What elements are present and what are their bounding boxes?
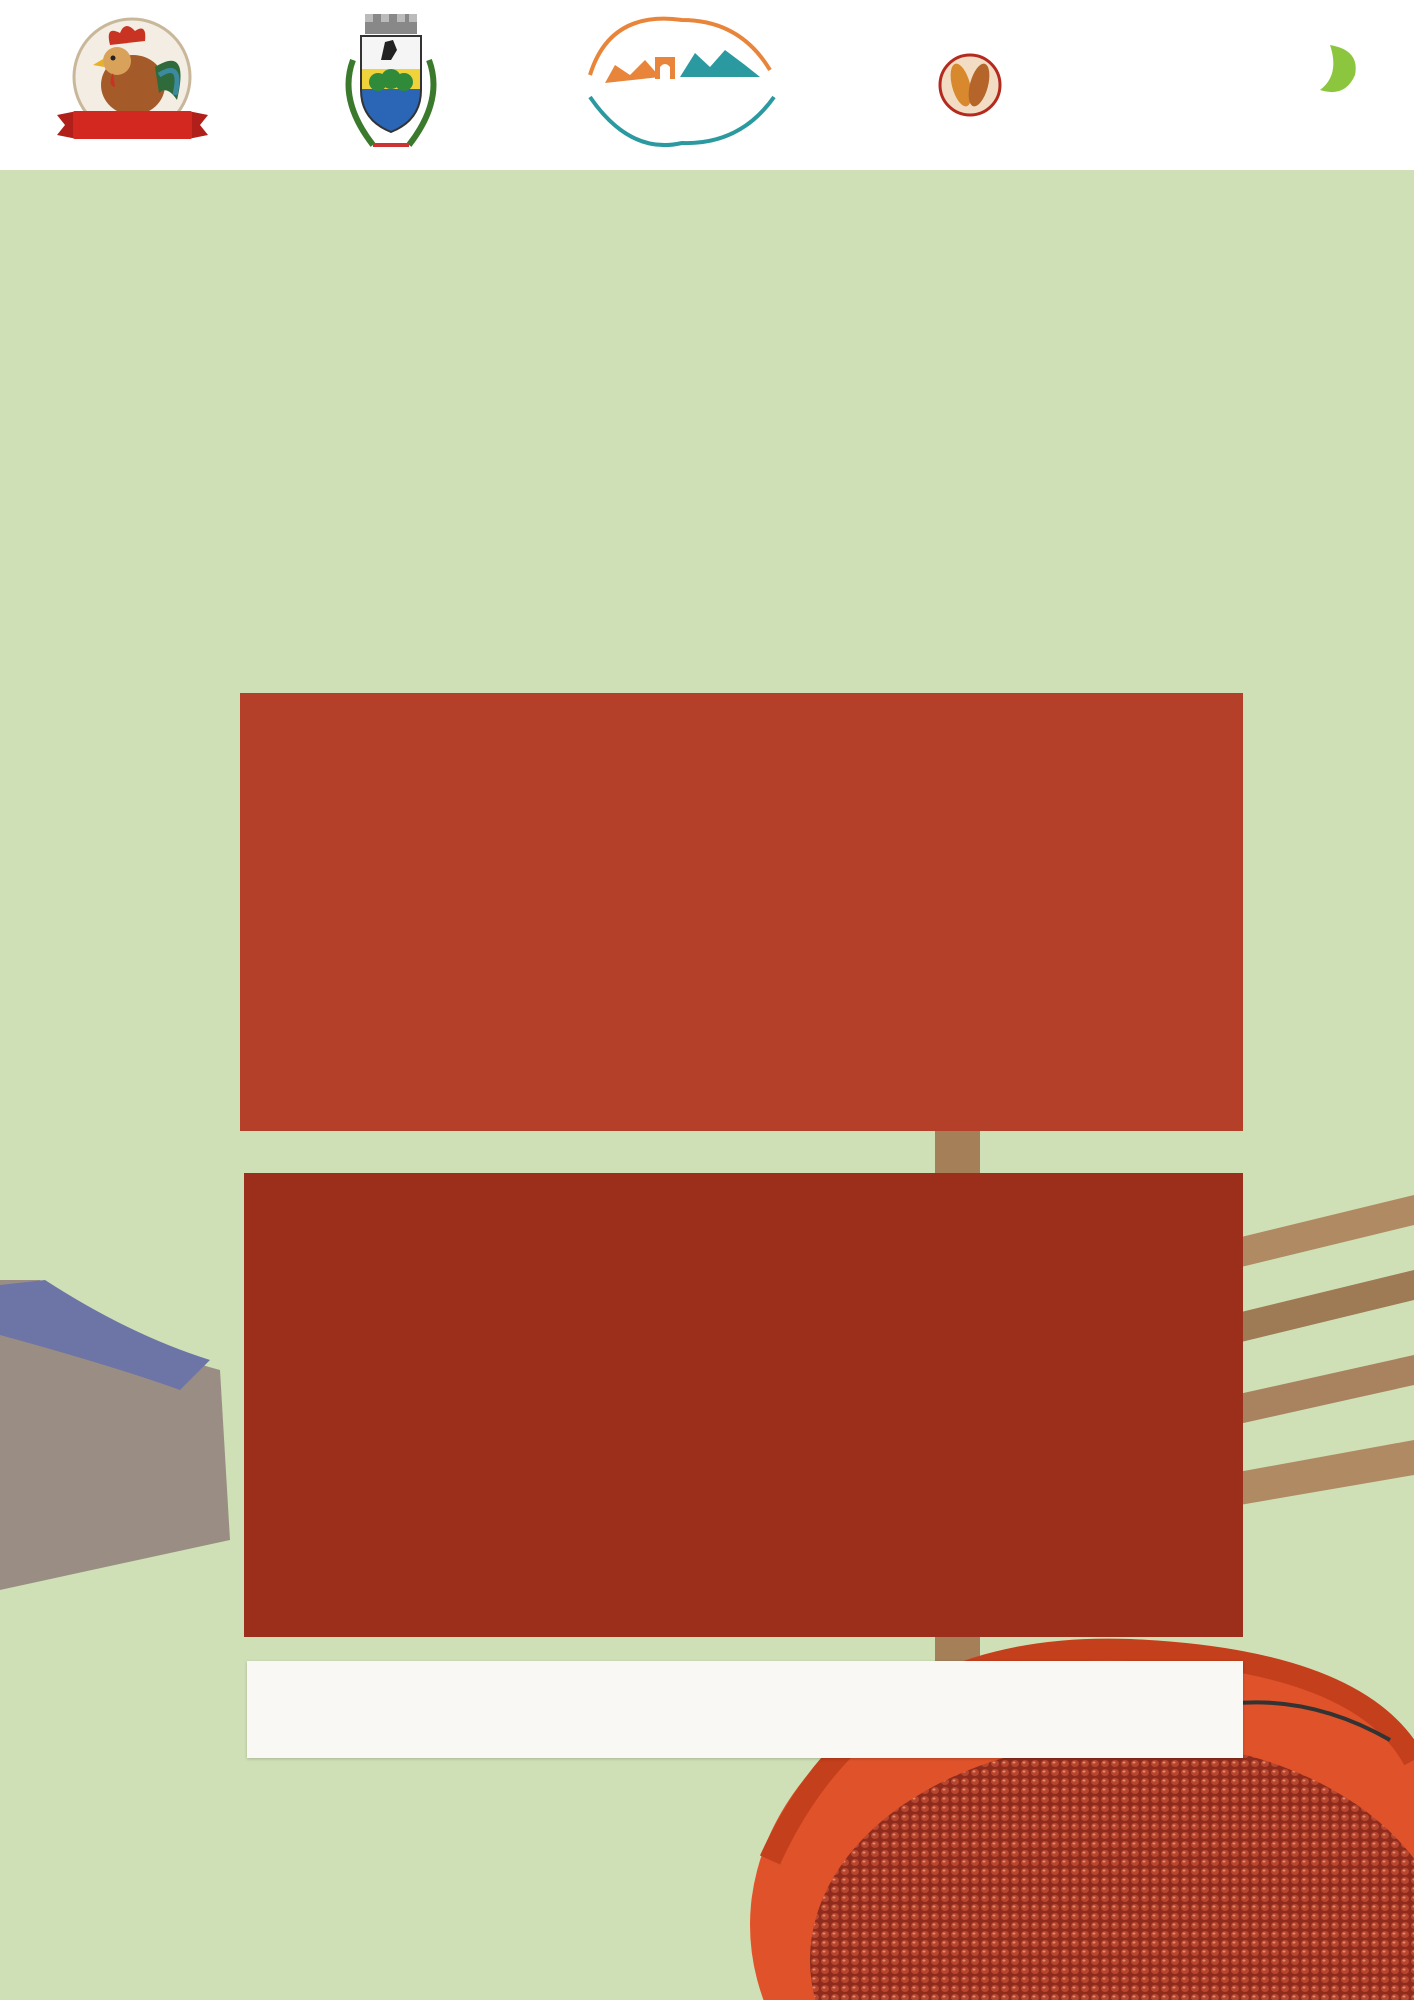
leaf-icon bbox=[1320, 45, 1356, 92]
contact-info-box bbox=[247, 1661, 1243, 1758]
mais-rostrato-rosso-logo bbox=[925, 15, 1015, 150]
saturday-program-box bbox=[240, 693, 1243, 1131]
sponsor-logo-bar bbox=[0, 0, 1414, 170]
sunday-label bbox=[1215, 1242, 1295, 1622]
coat-of-arms-icon bbox=[349, 14, 434, 145]
corn-cobs-banner-image bbox=[0, 170, 1414, 460]
sunday-program-list bbox=[267, 1205, 1217, 1231]
proloco-logo bbox=[55, 15, 210, 150]
comune-coat-of-arms-logo bbox=[333, 10, 448, 158]
borghi-presolana-logo bbox=[570, 15, 795, 150]
sunday-program-box bbox=[244, 1173, 1243, 1637]
saturday-label bbox=[1215, 768, 1295, 1048]
seriana-scalve-logo bbox=[1160, 30, 1370, 145]
